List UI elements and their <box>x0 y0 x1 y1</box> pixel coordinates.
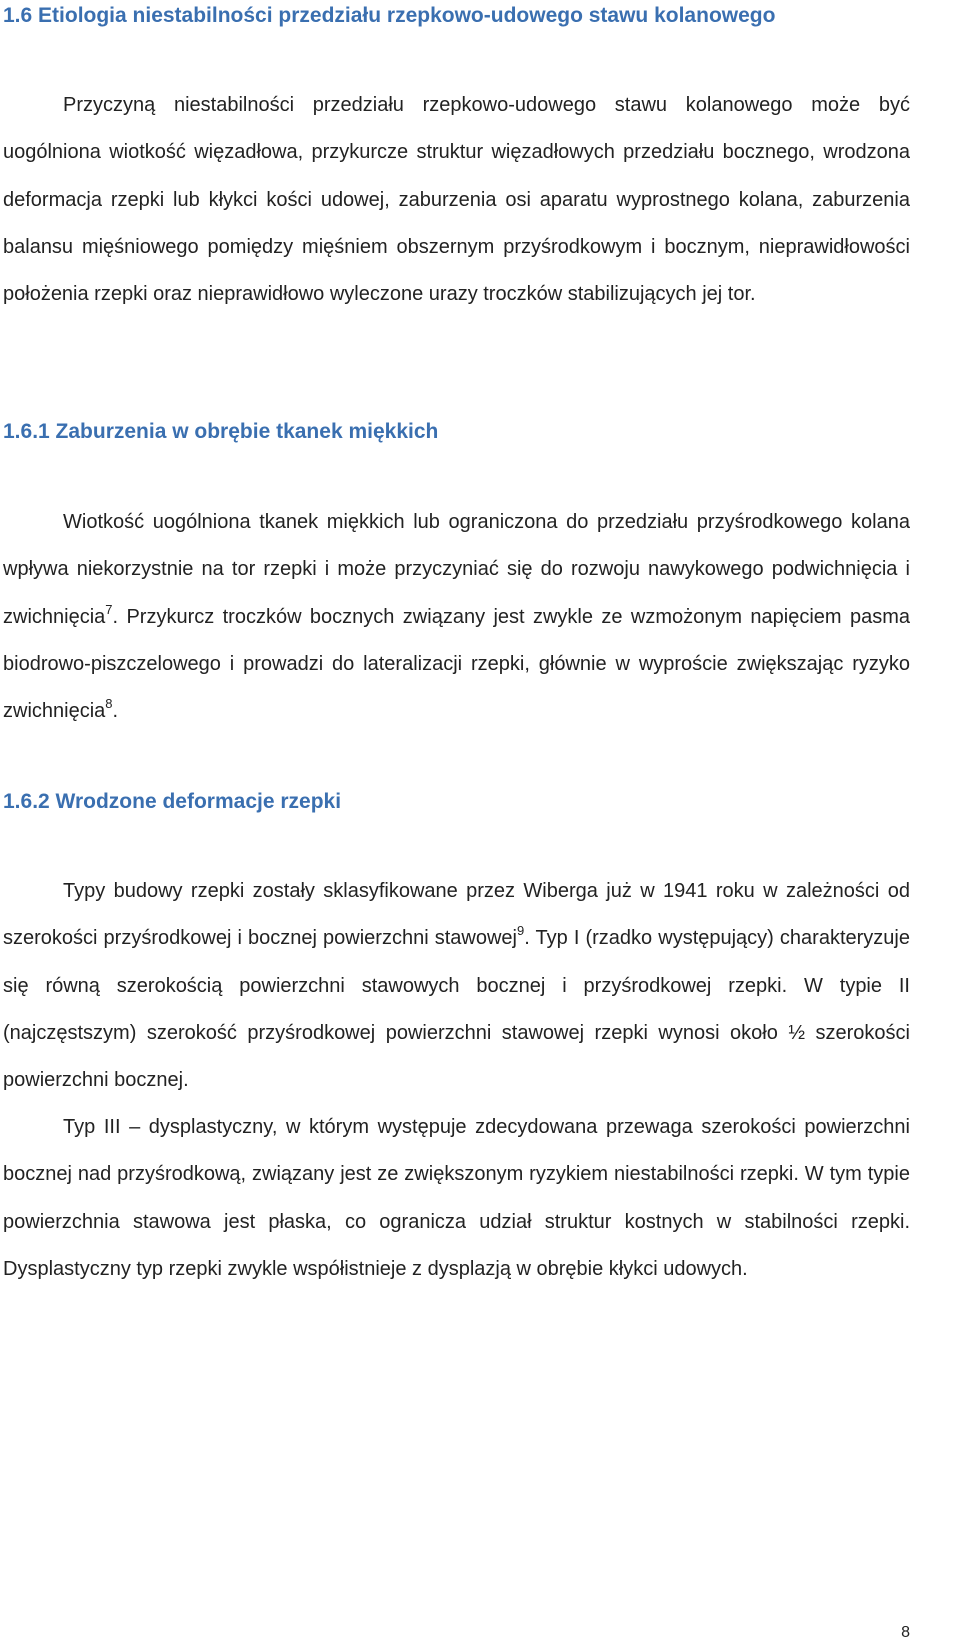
paragraph-text: . Przykurcz troczków bocznych związany jest zwykle ze wzmożonym napięciem pasma biodrowo-piszczelowego i prowadzi do lateralizacji rzepki, głównie w wyproście zwiększając ryzyko zwichnięcia <box>3 605 910 723</box>
footnote-reference[interactable]: 7 <box>105 601 113 617</box>
subsection-heading-2: 1.6.2 Wrodzone deformacje rzepki <box>3 790 342 813</box>
paragraph-text: Typy budowy rzepki zostały sklasyfikowane przez Wiberga już w 1941 roku w zależności od szerokości przyśrodkowej i bocznej powierzchni stawowej <box>3 880 910 950</box>
footnote-reference[interactable]: 9 <box>516 923 525 939</box>
subsection-2-paragraph-2: Typ III – dysplastyczny, w którym występuje zdecydowana przewaga szerokości powierzchni bocznej nad przyśrodkową, związany jest ze zwiększonym ryzykiem niestabilności rzepki. W tym typie powierzchnia stawowa jest płaska, co ogranicza udział struktur kostnych w stabilności rzepki. Dysplastyczny typ rzepki zwykle współistnieje z dysplazją w obrębie kłykci udowych. <box>3 1116 910 1280</box>
footnote-reference[interactable]: 8 <box>105 696 113 712</box>
paragraph-text: . Typ I (rzadko występujący) charakteryzuje się równą szerokością powierzchni stawowych bocznej i przyśrodkowej rzepki. W typie II (najczęstszym) szerokość przyśrodkowej powierzchni stawowej rzepki wynosi około ½ szerokości powierzchni bocznej. <box>3 927 910 1092</box>
paragraph-text: . <box>112 700 119 723</box>
section-heading: 1.6 Etiologia niestabilności przedziału rzepkowo-udowego stawu kolanowego <box>3 4 776 27</box>
subsection-2-paragraph-1 <box>3 868 910 1104</box>
subsection-heading-1: 1.6.1 Zaburzenia w obrębie tkanek miękkich <box>3 420 439 443</box>
section-paragraph: Przyczyną niestabilności przedziału rzepkowo-udowego stawu kolanowego może być uogólniona wiotkość więzadłowa, przykurcze struktur więzadłowych przedziału bocznego, wrodzona deformacja rzepki lub kłykci kości udowej, zaburzenia osi aparatu wyprostnego kolana, zaburzenia balansu mięśniowego pomiędzy mięśniem obszernym przyśrodkowym i bocznym, nieprawidłowości położenia rzepki oraz nieprawidłowo wyleczone urazy troczków stabilizujących jej tor. <box>3 94 910 306</box>
paragraph-text: Wiotkość uogólniona tkanek miękkich lub ograniczona do przedziału przyśrodkowego kolana wpływa niekorzystnie na tor rzepki i może przyczyniać się do rozwoju nawykowego podwichnięcia i zwichnięcia <box>3 511 910 628</box>
page-number: 8 <box>901 1624 910 1641</box>
subsection-1-paragraph <box>3 499 910 735</box>
